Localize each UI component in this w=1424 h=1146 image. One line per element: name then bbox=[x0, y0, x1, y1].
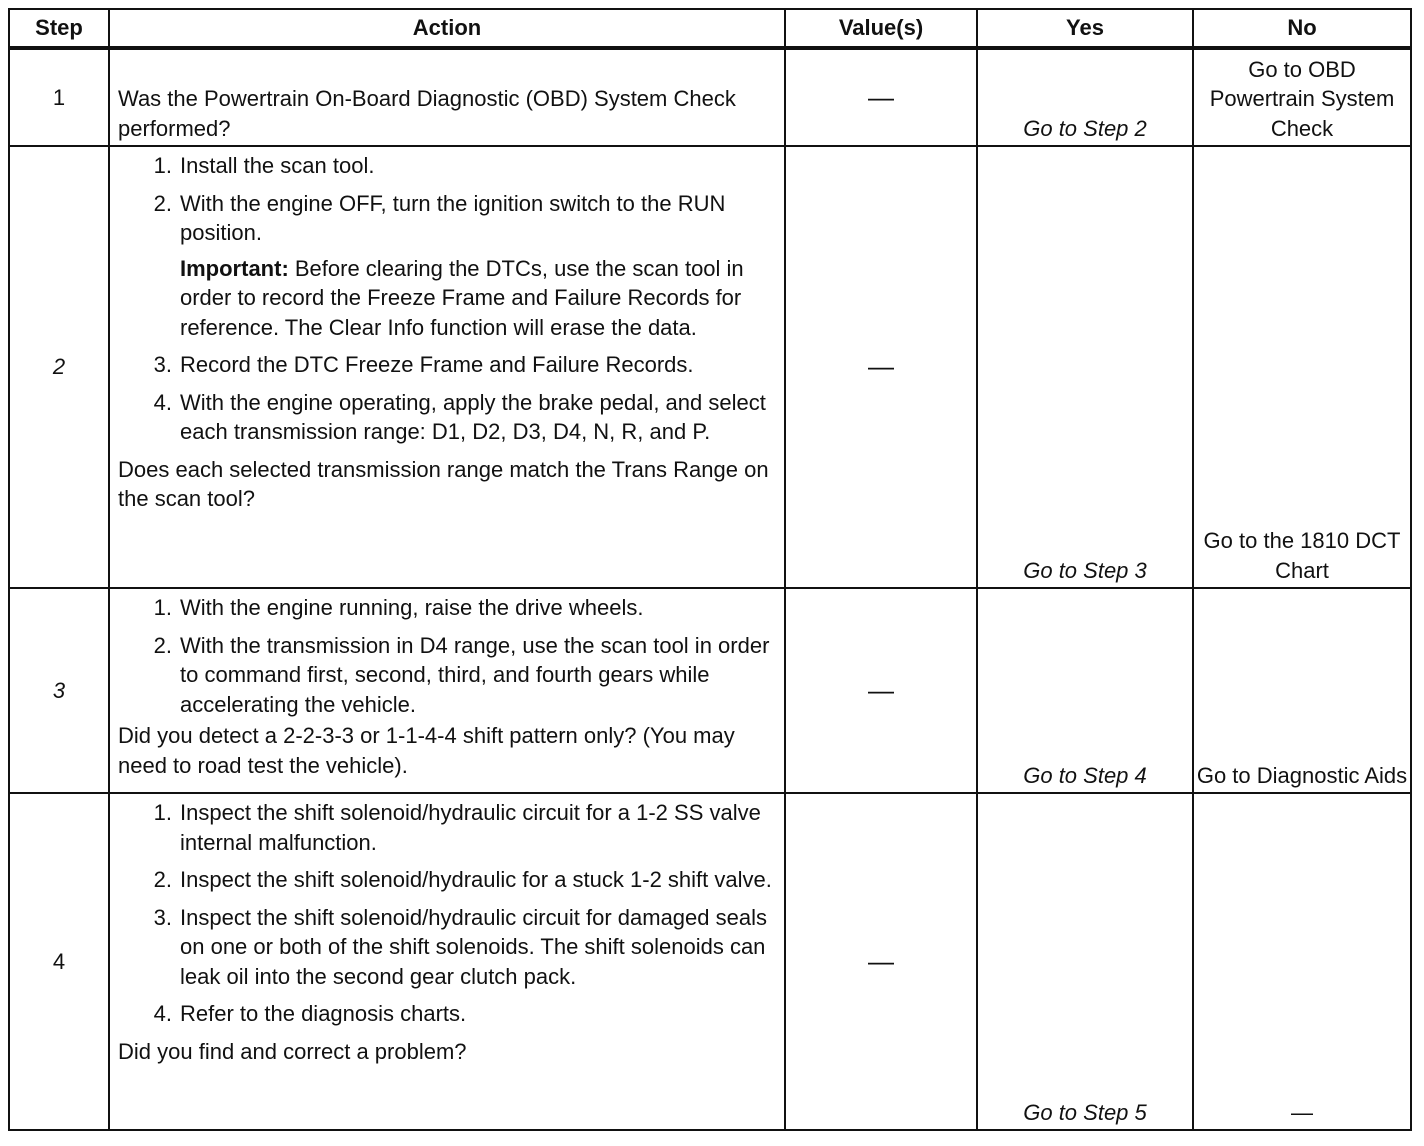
action-question: Does each selected transmission range match the Trans Range on the scan tool? bbox=[118, 456, 769, 511]
action-cell bbox=[109, 588, 785, 793]
no-link[interactable]: Go to Diagnostic Aids bbox=[1193, 588, 1411, 793]
step-number: 1 bbox=[9, 48, 109, 146]
action-question: Did you detect a 2-2-3-3 or 1-1-4-4 shift pattern only? (You may need to road test the vehicle). bbox=[118, 723, 735, 778]
action-cell bbox=[109, 793, 785, 1130]
list-item: 3. Inspect the shift solenoid/hydraulic circuit for damaged seals on one or both of the shift solenoids. The shift solenoids can leak oil into the second gear clutch pack. bbox=[153, 904, 767, 989]
action-cell bbox=[109, 146, 785, 588]
yes-link[interactable]: Go to Step 5 bbox=[977, 793, 1193, 1130]
list-item: 4. With the engine operating, apply the brake pedal, and select each transmission range: D1, D2, D3, D4, N, R, and P. bbox=[153, 389, 766, 444]
value-cell: — bbox=[785, 793, 977, 1130]
value-cell: — bbox=[785, 146, 977, 588]
header-values: Value(s) bbox=[785, 9, 977, 48]
no-link[interactable]: Go to OBD Powertrain System Check bbox=[1193, 48, 1411, 146]
action-steps bbox=[118, 593, 776, 719]
table-row bbox=[9, 146, 1411, 588]
diagnostic-table bbox=[8, 8, 1412, 1131]
list-item: 1. Inspect the shift solenoid/hydraulic circuit for a 1-2 SS valve internal malfunction. bbox=[153, 800, 761, 855]
table-row bbox=[9, 588, 1411, 793]
list-item: 1. With the engine running, raise the drive wheels. bbox=[153, 595, 644, 620]
table-row bbox=[9, 48, 1411, 146]
list-item: 3. Record the DTC Freeze Frame and Failure Records. bbox=[153, 352, 694, 377]
step-number: 2 bbox=[9, 146, 109, 588]
important-note: Important: Before clearing the DTCs, use the scan tool in order to record the Freeze Frame and Failure Records for reference. The Clear Info function will erase the data. bbox=[180, 255, 744, 340]
value-cell: — bbox=[785, 588, 977, 793]
action-steps bbox=[118, 151, 776, 447]
header-yes: Yes bbox=[977, 9, 1193, 48]
action-question: Did you find and correct a problem? bbox=[118, 1038, 467, 1064]
header-action: Action bbox=[109, 9, 785, 48]
header-row bbox=[9, 9, 1411, 48]
step-number: 3 bbox=[9, 588, 109, 793]
list-item: 4. Refer to the diagnosis charts. bbox=[153, 1001, 467, 1026]
list-item: 2. With the engine OFF, turn the ignition switch to the RUN position. Important: Before clearing the DTCs, use the scan tool in order to record the Freeze Frame and Failure Records for reference. The Clear Info function will erase the data. bbox=[142, 189, 776, 343]
step-number: 4 bbox=[9, 793, 109, 1130]
yes-link[interactable]: Go to Step 4 bbox=[977, 588, 1193, 793]
action-steps bbox=[118, 798, 776, 1029]
list-item: 2. With the transmission in D4 range, use the scan tool in order to command first, second, third, and fourth gears while accelerating the vehicle. bbox=[153, 632, 770, 717]
yes-link[interactable]: Go to Step 2 bbox=[977, 48, 1193, 146]
no-link[interactable]: Go to the 1810 DCT Chart bbox=[1193, 146, 1411, 588]
action-question: Was the Powertrain On-Board Diagnostic (OBD) System Check performed? bbox=[118, 86, 736, 141]
list-item: 2. Inspect the shift solenoid/hydraulic for a stuck 1-2 shift valve. bbox=[153, 867, 772, 892]
value-cell: — bbox=[785, 48, 977, 146]
list-item: 1. Install the scan tool. bbox=[153, 153, 375, 178]
header-step: Step bbox=[9, 9, 109, 48]
action-cell bbox=[109, 48, 785, 146]
header-no: No bbox=[1193, 9, 1411, 48]
table-row bbox=[9, 793, 1411, 1130]
yes-link[interactable]: Go to Step 3 bbox=[977, 146, 1193, 588]
no-link: — bbox=[1193, 793, 1411, 1130]
